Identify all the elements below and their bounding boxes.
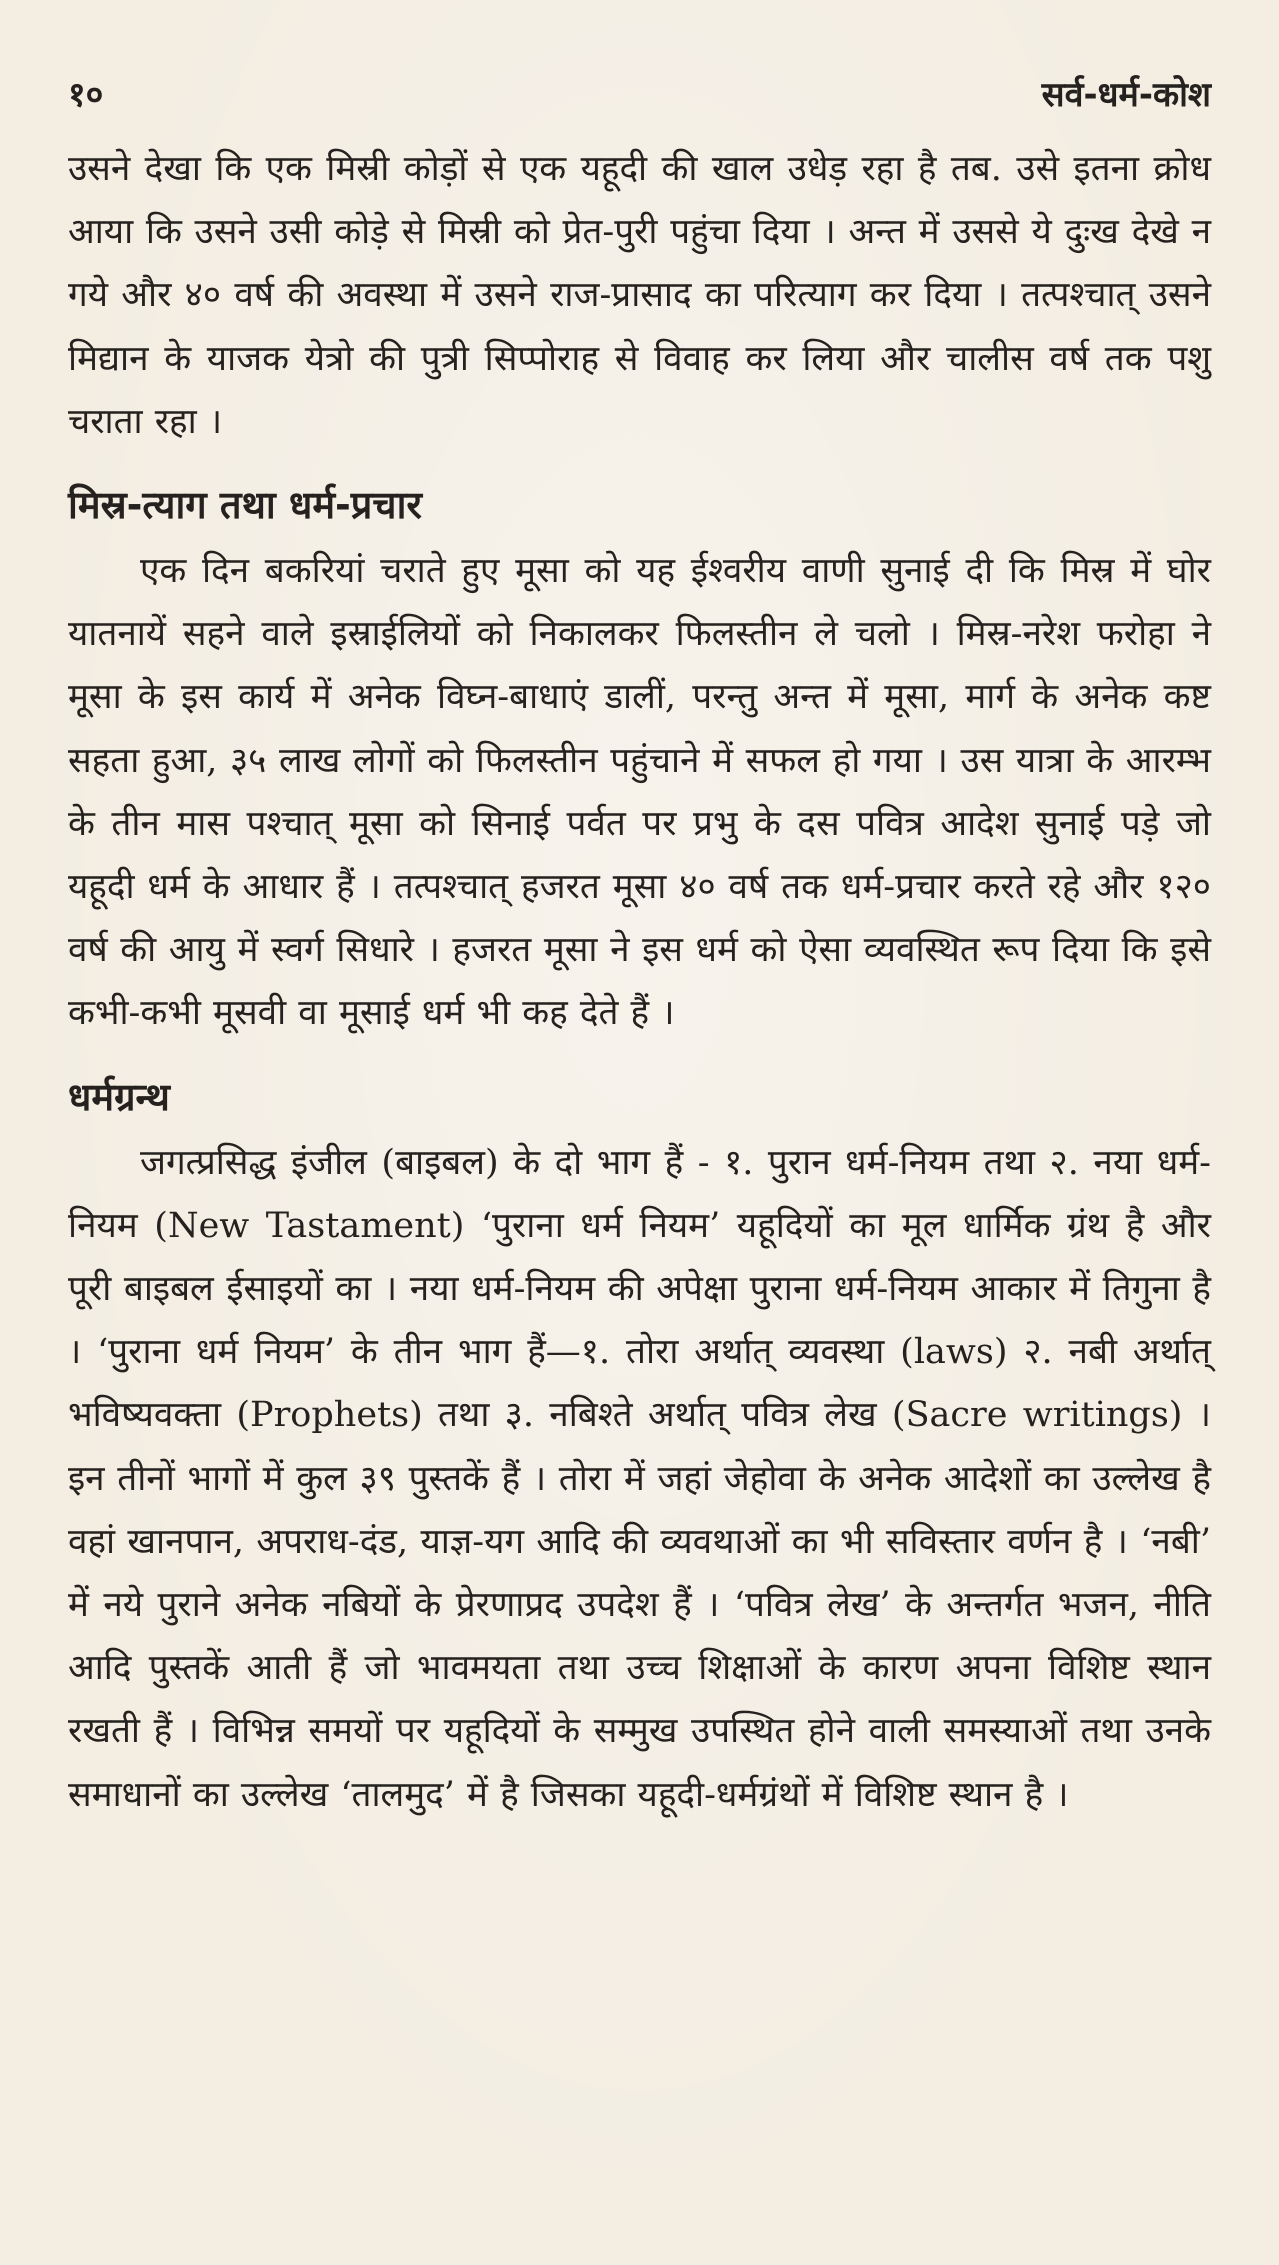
section-heading-2: धर्मग्रन्थ (68, 1074, 170, 1119)
section-heading-1: मिस्र-त्याग तथा धर्म-प्रचार (68, 483, 422, 528)
paragraph-3: जगत्प्रसिद्ध इंजील (बाइबल) के दो भाग हैं - १. पुरान धर्म-नियम तथा २. नया धर्म-नियम (New Tastament) ‘पुराना धर्म नियम’ यहूदियों का मूल धार्मिक ग्रंथ है और पूरी बाइबल ईसाइयों का । नया धर्म-नियम की अपेक्षा पुराना धर्म-नियम आकार में तिगुना है । ‘पुराना धर्म नियम’ के तीन भाग हैं—१. तोरा अर्थात् व्यवस्था (laws) २. नबी अर्थात् भविष्यवक्ता (Prophets) तथा ३. नबिश्ते अर्थात् पवित्र लेख (Sacre writings) । इन तीनों भागों में कुल ३९ पुस्तकें हैं । तोरा में जहां जेहोवा के अनेक आदेशों का उल्लेख है वहां खानपान, अपराध-दंड, याज्ञ-यग आदि की व्यवथाओं का भी सविस्तार वर्णन है । ‘नबी’ में नये पुराने अनेक नबियों के प्रेरणाप्रद उपदेश हैं । ‘पवित्र लेख’ के अन्तर्गत भजन, नीति आदि पुस्तकें आती हैं जो भावमयता तथा उच्च शिक्षाओं के कारण अपना विशिष्ट स्थान रखती हैं । विभिन्न समयों पर यहूदियों के सम्मुख उपस्थित होने वाली समस्याओं तथा उनके समाधानों का उल्लेख ‘तालमुद’ में है जिसका यहूदी-धर्मग्रंथों में विशिष्ट स्थान है । (68, 1142, 1211, 1815)
page-number: १० (68, 75, 104, 115)
paragraph-1: उसने देखा कि एक मिस्री कोड़ों से एक यहूदी की खाल उधेड़ रहा है तब. उसे इतना क्रोध आया कि उसने उसी कोड़े से मिस्री को प्रेत-पुरी पहुंचा दिया । अन्त में उससे ये दुःख देखे न गये और ४० वर्ष की अवस्था में उसने राज-प्रासाद का परित्याग कर दिया । तत्पश्चात् उसने मिद्यान के याजक येत्रो की पुत्री सिप्पोराह से विवाह कर लिया और चालीस वर्ष तक पशु चराता रहा । (68, 149, 1211, 442)
running-title: सर्व-धर्म-कोश (1041, 75, 1211, 115)
page-header (68, 70, 1211, 116)
paragraph-2: एक दिन बकरियां चराते हुए मूसा को यह ईश्वरीय वाणी सुनाई दी कि मिस्र में घोर यातनायें सहने वाले इस्राईलियों को निकालकर फिलस्तीन ले चलो । मिस्र-नरेश फरोहा ने मूसा के इस कार्य में अनेक विघ्न-बाधाएं डालीं, परन्तु अन्त में मूसा, मार्ग के अनेक कष्ट सहता हुआ, ३५ लाख लोगों को फिलस्तीन पहुंचाने में सफल हो गया । उस यात्रा के आरम्भ के तीन मास पश्चात् मूसा को सिनाई पर्वत पर प्रभु के दस पवित्र आदेश सुनाई पड़े जो यहूदी धर्म के आधार हैं । तत्पश्चात् हजरत मूसा ४० वर्ष तक धर्म-प्रचार करते रहे और १२० वर्ष की आयु में स्वर्ग सिधारे । हजरत मूसा ने इस धर्म को ऐसा व्यवस्थित रूप दिया कि इसे कभी-कभी मूसवी वा मूसाई धर्म भी कह देते हैं । (68, 551, 1211, 1034)
